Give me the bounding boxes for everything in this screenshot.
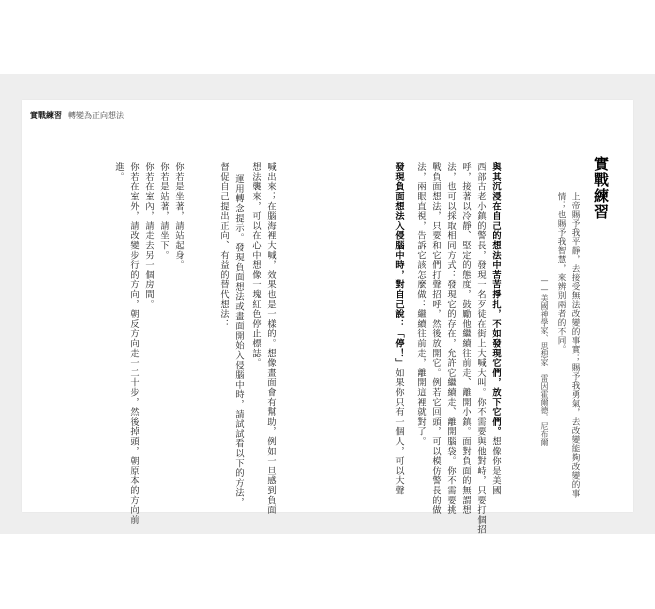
exercise-item-4: 你若在室外，請改變步行的方向，朝反方向走一二十步，然後掉頭，朝原本的方向前 bbox=[128, 162, 139, 525]
section-title: 實戰練習 bbox=[592, 156, 610, 220]
running-header-subtitle: 轉變為正向想法 bbox=[68, 111, 124, 120]
exercise-item-1: 你若是坐著，請站起身。 bbox=[173, 162, 184, 270]
paragraph-1-line-3: 呼，接著以冷靜、堅定的態度，鼓勵他繼續往前走、離開小鎮。面對負面的無謂想 bbox=[460, 162, 471, 515]
paragraph-2-line-3: 運用轉念提示。發現負面想法或畫面開始入侵腦中時，請試試看以下的方法， bbox=[233, 174, 244, 508]
paragraph-1-line-1-rest: 想像你是美國 bbox=[490, 436, 501, 496]
running-header-chapter: 實戰練習 bbox=[30, 111, 62, 120]
exercise-item-3: 你若在室內，請走去另一個房間。 bbox=[143, 162, 154, 309]
quote-line-2: 情；也賜予我智慧，來辨別兩者的不同。 bbox=[556, 192, 566, 354]
paragraph-2-line-2: 想法襲來，可以在心中想像一塊紅色停止標誌。 bbox=[250, 162, 261, 368]
paragraph-1-line-1-bold: 與其沉浸在自己的想法中苦苦掙扎，不如發現它們，放下它們。 bbox=[490, 162, 501, 437]
paragraph-1-line-6: 法，兩眼直視，告訴它該怎麼做：繼續往前走，離開這裡就對了。 bbox=[415, 162, 426, 447]
quote-attribution: ——美國神學家、思想家 雷因霍爾德．尼布爾 bbox=[540, 276, 549, 446]
paragraph-1-line-5: 戰負面想法，只要和它們打聲招呼，然後放開它。例若它回頭，可以模仿警長的做 bbox=[430, 162, 441, 515]
paragraph-1-line-7-rest: 如果你只有一個人，可以大聲 bbox=[393, 367, 404, 496]
paragraph-1-line-4: 法，也可以採取相同方式：發現它的存在，允許它繼續走、離開腦袋。你不需要挑 bbox=[445, 162, 456, 515]
exercise-item-2: 你若是站著，請坐下。 bbox=[158, 162, 169, 260]
book-page bbox=[22, 100, 633, 535]
paragraph-1-line-2: 西部古老小鎮的警長，發現一名歹徒在街上大喊大叫。你不需要與他對峙，只要打個招 bbox=[475, 162, 486, 535]
running-header bbox=[30, 110, 124, 121]
paragraph-2-line-4: 督促自己提出正向、有益的替代想法： bbox=[218, 162, 229, 329]
quote-line-1: 上帝賜予我平靜，去接受無法改變的事實；賜予我勇氣，去改變能夠改變的事 bbox=[570, 192, 580, 498]
paragraph-1-line-7 bbox=[392, 162, 404, 495]
exercise-item-5: 進。 bbox=[113, 162, 124, 182]
paragraph-1-line-7-bold: 發現負面想法入侵腦中時，對自己說：「停！」 bbox=[393, 162, 404, 368]
paragraph-2-line-1: 喊出來；在腦海裡大喊，效果也是一樣的。想像畫面會有幫助，例如一旦感到負面 bbox=[265, 162, 276, 515]
paragraph-1-line-1 bbox=[489, 162, 501, 495]
